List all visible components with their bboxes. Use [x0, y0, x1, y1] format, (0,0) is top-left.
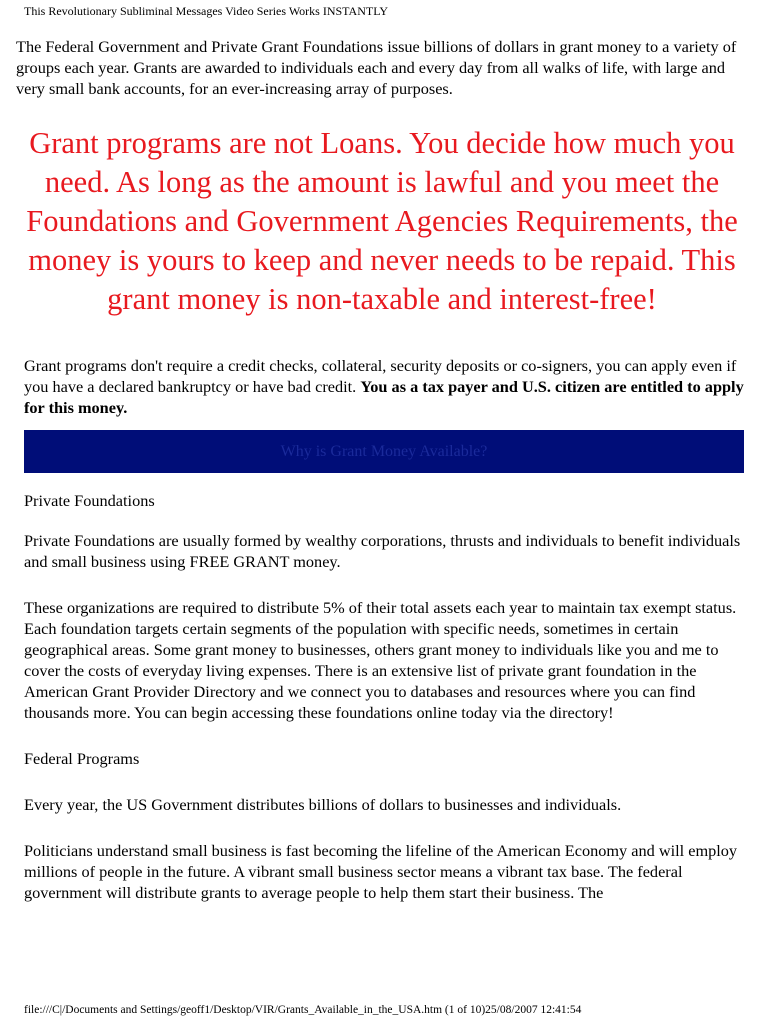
- section-banner: [24, 430, 744, 473]
- private-foundations-paragraph-1: Private Foundations are usually formed by wealthy corporations, thrusts and individuals to benefit individuals and small business using FREE GRANT money.: [24, 531, 741, 571]
- page-footer-path: file:///C|/Documents and Settings/geoff1/Desktop/VIR/Grants_Available_in_the_USA.htm (1 of 10)25/08/2007 12:41:54: [24, 1004, 582, 1016]
- private-foundations-paragraph-2: These organizations are required to distribute 5% of their total assets each year to maintain tax exempt status. Each foundation targets certain segments of the population with specific needs, sometimes in certain geographical areas. Some grant money to businesses, others grant money to individuals like you and me to cover the costs of everyday living expenses. There is an extensive list of private grant foundation in the American Grant Provider Directory and we connect you to databases and resources where you can find thousands more. You can begin accessing these foundations online today via the directory!: [24, 598, 737, 722]
- main-section: [24, 355, 744, 903]
- federal-programs-heading: Federal Programs: [24, 749, 140, 768]
- page-header-title: This Revolutionary Subliminal Messages Video Series Works INSTANTLY: [24, 4, 389, 18]
- eligibility-text: Grant programs don't require a credit checks, collateral, security deposits or co-signers, you can apply even if you have a declared bankruptcy or have bad credit.: [24, 356, 737, 396]
- private-foundations-heading: Private Foundations: [24, 491, 155, 510]
- federal-programs-paragraph-1: Every year, the US Government distributes billions of dollars to businesses and individuals.: [24, 795, 622, 814]
- highlight-statement: Grant programs are not Loans. You decide how much you need. As long as the amount is lawful and you meet the Foundations and Government Agencies Requirements, the money is yours to keep and never needs to be repaid. This grant money is non-taxable and interest-free!: [26, 126, 738, 316]
- intro-paragraph: The Federal Government and Private Grant Foundations issue billions of dollars in grant money to a variety of groups each year. Grants are awarded to individuals each and every day from all walks of life, with large and very small bank accounts, for an ever-increasing array of purposes.: [16, 37, 737, 98]
- section-banner-label: Why is Grant Money Available?: [280, 442, 488, 460]
- federal-programs-paragraph-2: Politicians understand small business is fast becoming the lifeline of the American Economy and will employ millions of people in the future. A vibrant small business sector means a vibrant tax base. The federal government will distribute grants to average people to help them start their business. The: [24, 841, 738, 902]
- document-body: [16, 36, 748, 903]
- eligibility-bold-text: You as a tax payer and U.S. citizen are entitled to apply for this money.: [24, 377, 744, 417]
- eligibility-paragraph: [24, 355, 744, 418]
